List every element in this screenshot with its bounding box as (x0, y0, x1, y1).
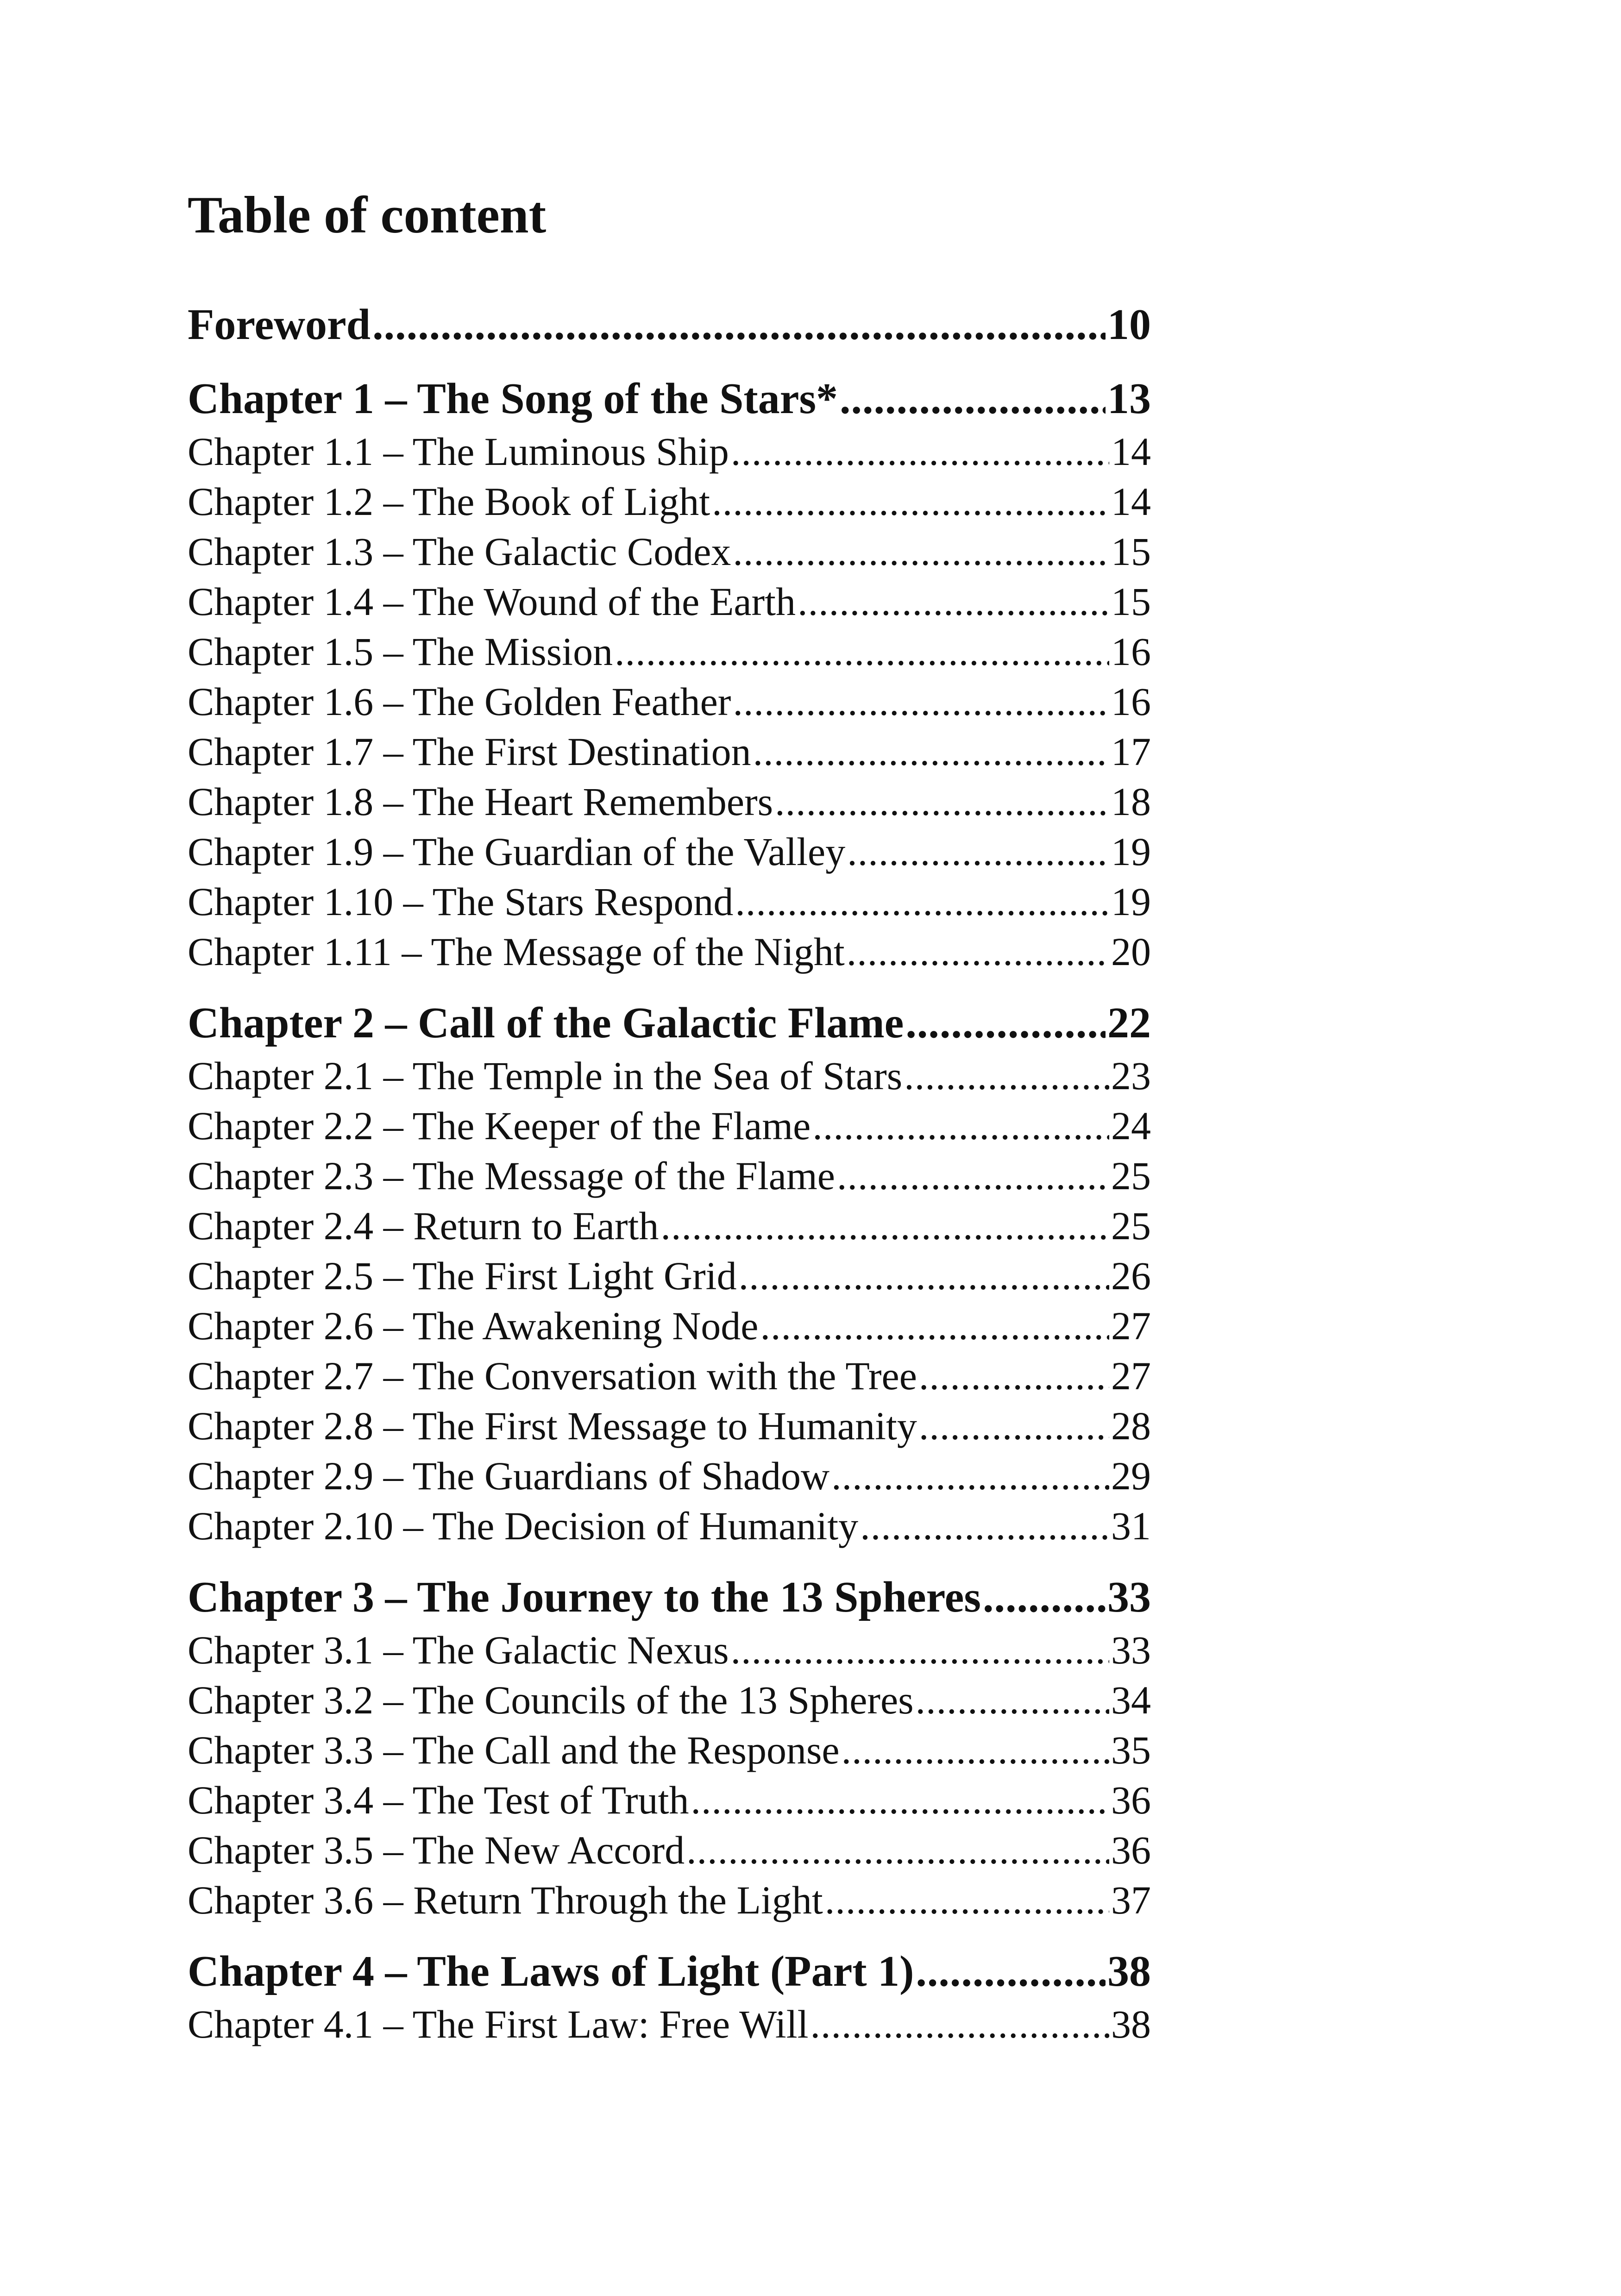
toc-entry[interactable] (188, 1501, 1151, 1551)
dot-leader (840, 371, 1106, 427)
toc-page (188, 183, 1151, 2068)
page-number: 27 (1111, 1304, 1151, 1348)
page-number: 23 (1111, 1054, 1151, 1098)
toc-section (188, 995, 1151, 1551)
toc-entry[interactable] (188, 877, 1151, 927)
entry-title: Chapter 1.7 – The First Destination (188, 729, 751, 774)
dot-leader (615, 627, 1109, 677)
dot-leader (847, 927, 1109, 977)
page-number: 27 (1111, 1354, 1151, 1398)
page-number: 34 (1111, 1678, 1151, 1722)
page-number: 10 (1107, 301, 1151, 349)
toc-entry[interactable] (188, 1401, 1151, 1451)
entry-title: Chapter 3.4 – The Test of Truth (188, 1778, 689, 1822)
dot-leader (712, 477, 1109, 527)
dot-leader (733, 527, 1109, 577)
dot-leader (904, 1051, 1109, 1101)
dot-leader (860, 1501, 1109, 1551)
page-number: 29 (1111, 1454, 1151, 1498)
entry-title: Chapter 2.2 – The Keeper of the Flame (188, 1104, 811, 1148)
toc-entry[interactable] (188, 1451, 1151, 1501)
toc-entry[interactable] (188, 1775, 1151, 1825)
entry-title: Chapter 1.6 – The Golden Feather (188, 679, 731, 724)
dot-leader (810, 1999, 1109, 2049)
page-number: 36 (1111, 1828, 1151, 1872)
chapter-heading-title: Chapter 1 – The Song of the Stars* (188, 375, 838, 423)
page-number: 19 (1111, 829, 1151, 874)
entry-title: Chapter 2.10 – The Decision of Humanity (188, 1504, 859, 1548)
toc-entry[interactable] (188, 527, 1151, 577)
chapter-heading-title: Chapter 2 – Call of the Galactic Flame (188, 999, 904, 1047)
page-number: 24 (1111, 1104, 1151, 1148)
dot-leader (983, 1569, 1106, 1625)
toc-entry[interactable] (188, 1875, 1151, 1925)
entry-title: Chapter 2.5 – The First Light Grid (188, 1254, 737, 1298)
toc-chapter-heading[interactable] (188, 995, 1151, 1051)
entry-title: Chapter 2.4 – Return to Earth (188, 1204, 659, 1248)
page-number: 15 (1111, 579, 1151, 624)
entry-title: Chapter 1.2 – The Book of Light (188, 479, 710, 524)
page-number: 28 (1111, 1404, 1151, 1448)
entry-title: Chapter 1.11 – The Message of the Night (188, 929, 845, 974)
dot-leader (831, 1451, 1109, 1501)
dot-leader (691, 1775, 1109, 1825)
entry-title: Chapter 2.9 – The Guardians of Shadow (188, 1454, 830, 1498)
dot-leader (733, 677, 1109, 727)
toc-entry[interactable] (188, 577, 1151, 627)
toc-entry[interactable] (188, 727, 1151, 777)
entry-title: Chapter 1.1 – The Luminous Ship (188, 429, 729, 474)
dot-leader (847, 827, 1109, 877)
toc-entry[interactable] (188, 1151, 1151, 1201)
entry-title: Chapter 1.4 – The Wound of the Earth (188, 579, 796, 624)
entry-title: Chapter 3.2 – The Councils of the 13 Spheres (188, 1678, 914, 1722)
page-number: 25 (1111, 1154, 1151, 1198)
toc-entry[interactable] (188, 677, 1151, 727)
dot-leader (812, 1101, 1109, 1151)
page-number: 33 (1111, 1628, 1151, 1672)
page-number: 35 (1111, 1728, 1151, 1772)
toc-list (188, 297, 1151, 2049)
entry-title: Chapter 1.5 – The Mission (188, 629, 613, 674)
entry-title: Chapter 2.6 – The Awakening Node (188, 1304, 759, 1348)
toc-entry[interactable] (188, 1351, 1151, 1401)
toc-entry[interactable] (188, 777, 1151, 827)
dot-leader (916, 1944, 1106, 1999)
toc-entry[interactable] (188, 427, 1151, 477)
dot-leader (798, 577, 1109, 627)
page-number: 37 (1111, 1878, 1151, 1922)
page-number: 26 (1111, 1254, 1151, 1298)
entry-title: Chapter 1.3 – The Galactic Codex (188, 529, 731, 574)
page-number: 14 (1111, 479, 1151, 524)
toc-section (188, 1944, 1151, 2049)
dot-leader (842, 1725, 1109, 1775)
toc-entry[interactable] (188, 1251, 1151, 1301)
page-number: 38 (1111, 2002, 1151, 2046)
toc-chapter-heading[interactable] (188, 1569, 1151, 1625)
entry-title: Chapter 3.3 – The Call and the Response (188, 1728, 840, 1772)
entry-title: Chapter 3.6 – Return Through the Light (188, 1878, 823, 1922)
page-title: Table of content (188, 186, 547, 244)
entry-title: Chapter 3.5 – The New Accord (188, 1828, 685, 1872)
toc-chapter-heading[interactable] (188, 371, 1151, 427)
chapter-heading-title: Chapter 3 – The Journey to the 13 Spheres (188, 1573, 981, 1621)
toc-entry[interactable] (188, 477, 1151, 527)
toc-entry[interactable] (188, 1625, 1151, 1675)
toc-entry[interactable] (188, 1675, 1151, 1725)
dot-leader (660, 1201, 1109, 1251)
toc-entry[interactable] (188, 1725, 1151, 1775)
dot-leader (760, 1301, 1109, 1351)
dot-leader (916, 1675, 1109, 1725)
toc-entry[interactable] (188, 1201, 1151, 1251)
toc-entry[interactable] (188, 1999, 1151, 2049)
dot-leader (837, 1151, 1109, 1201)
page-number: 31 (1111, 1504, 1151, 1548)
toc-entry[interactable] (188, 627, 1151, 677)
page-number: 15 (1111, 529, 1151, 574)
dot-leader (825, 1875, 1109, 1925)
entry-title: Chapter 1.8 – The Heart Remembers (188, 779, 773, 824)
page-number: 20 (1111, 929, 1151, 974)
entry-title: Chapter 2.1 – The Temple in the Sea of Stars (188, 1054, 903, 1098)
dot-leader (919, 1401, 1109, 1451)
dot-leader (735, 877, 1109, 927)
page-number: 38 (1107, 1947, 1151, 1995)
toc-entry[interactable] (188, 1825, 1151, 1875)
toc-section (188, 371, 1151, 977)
page-number: 33 (1107, 1573, 1151, 1621)
toc-section (188, 297, 1151, 352)
page-number: 18 (1111, 779, 1151, 824)
dot-leader (731, 427, 1109, 477)
dot-leader (919, 1351, 1109, 1401)
entry-title: Chapter 1.10 – The Stars Respond (188, 879, 734, 924)
page-number: 36 (1111, 1778, 1151, 1822)
dot-leader (739, 1251, 1109, 1301)
dot-leader (753, 727, 1109, 777)
dot-leader (372, 297, 1106, 352)
chapter-heading-title: Chapter 4 – The Laws of Light (Part 1) (188, 1947, 914, 1995)
entry-title: Chapter 3.1 – The Galactic Nexus (188, 1628, 729, 1672)
page-number: 22 (1107, 999, 1151, 1047)
toc-entry[interactable] (188, 1051, 1151, 1101)
page-number: 14 (1111, 429, 1151, 474)
entry-title: Chapter 1.9 – The Guardian of the Valley (188, 829, 846, 874)
page-number: 25 (1111, 1204, 1151, 1248)
dot-leader (905, 995, 1106, 1051)
dot-leader (686, 1825, 1109, 1875)
toc-entry[interactable] (188, 827, 1151, 877)
toc-entry[interactable] (188, 1101, 1151, 1151)
entry-title: Chapter 2.7 – The Conversation with the Tree (188, 1354, 917, 1398)
entry-title: Chapter 2.8 – The First Message to Humanity (188, 1404, 917, 1448)
chapter-heading-title: Foreword (188, 301, 371, 349)
entry-title: Chapter 4.1 – The First Law: Free Will (188, 2002, 809, 2046)
dot-leader (775, 777, 1109, 827)
dot-leader (731, 1625, 1109, 1675)
page-number: 13 (1107, 375, 1151, 423)
page-number: 16 (1111, 629, 1151, 674)
page-number: 19 (1111, 879, 1151, 924)
page-number: 17 (1111, 729, 1151, 774)
toc-section (188, 1569, 1151, 1925)
entry-title: Chapter 2.3 – The Message of the Flame (188, 1154, 835, 1198)
toc-chapter-heading[interactable] (188, 297, 1151, 352)
toc-entry[interactable] (188, 927, 1151, 977)
page-number: 16 (1111, 679, 1151, 724)
toc-chapter-heading[interactable] (188, 1944, 1151, 1999)
toc-entry[interactable] (188, 1301, 1151, 1351)
